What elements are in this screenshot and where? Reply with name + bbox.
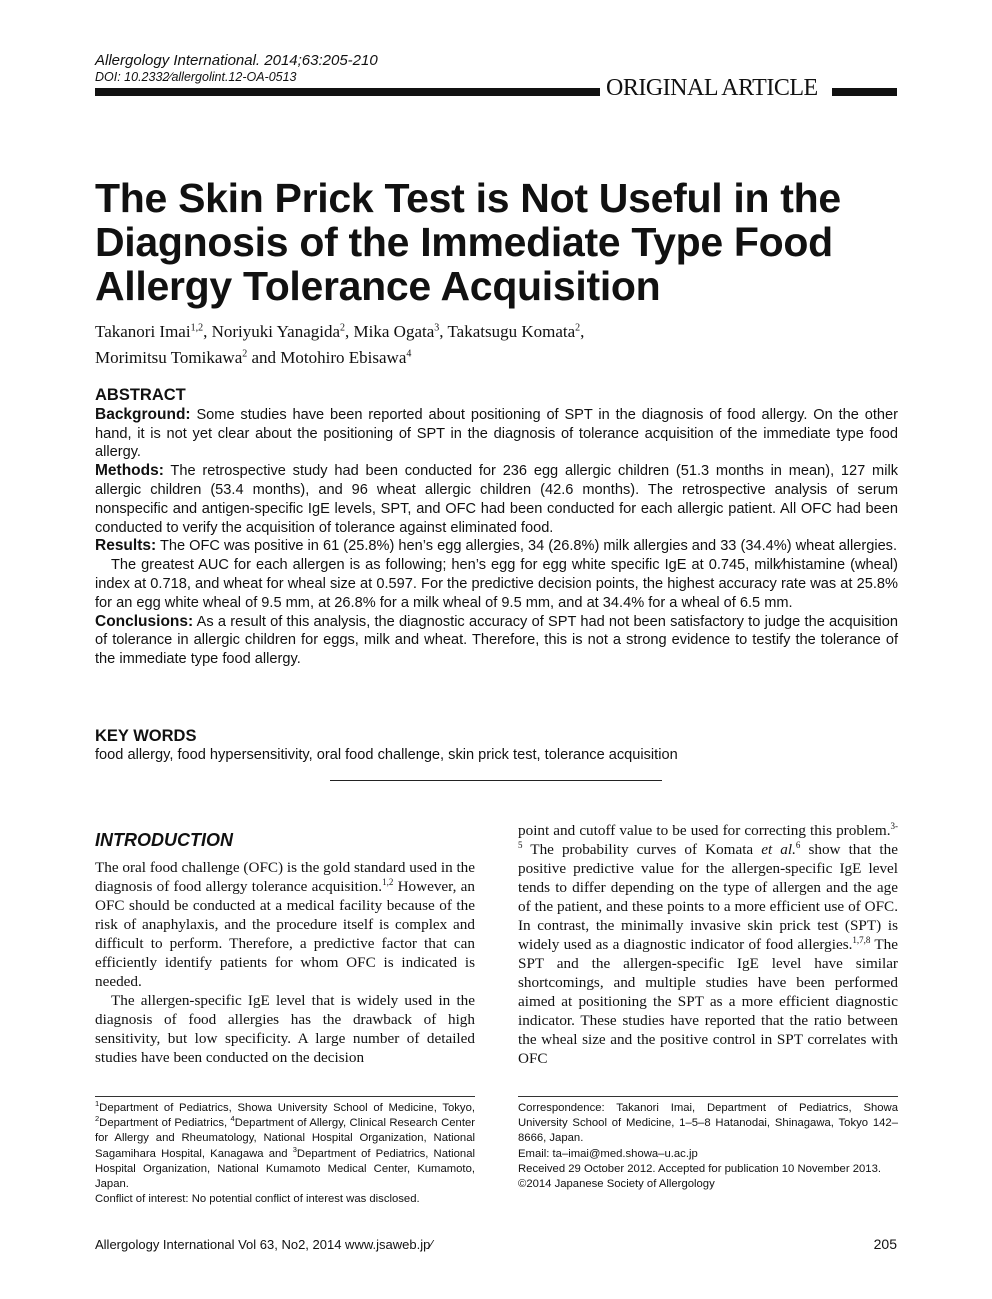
footer-citation: Allergology International Vol 63, No2, 2014 www.jsaweb.jp∕: [95, 1237, 433, 1252]
abstract-results: Results: The OFC was positive in 61 (25.8%) hen’s egg allergies, 34 (26.8%) milk allergies and 33 (34.4%) wheat allergies.: [95, 537, 898, 555]
author: Takanori Imai$^{1,2}$,: [95, 321, 212, 341]
affiliations: [95, 1101, 475, 1207]
abstract-heading: ABSTRACT: [95, 386, 186, 404]
citation-ref[interactable]: 1,7,8: [852, 934, 871, 945]
author: Morimitsu Tomikawa$^2$ and: [95, 348, 281, 368]
author: Motohiro Ebisawa$^4$: [280, 348, 412, 368]
received-date: Received 29 October 2012. Accepted for publication 10 November 2013.: [518, 1162, 881, 1175]
affiliation-text: $^1$Department of Pediatrics, Showa University School of Medicine, Tokyo, $^2$Department of Pediatrics, $^4$Department of Allergy, Clinical Research Center for Allergy and Rheumatology, National Hospital Organization, National Sagamihara Hospital, Kanagawa and $^3$Department of Pediatrics, National Hospital Organization, National Kumamoto Medical Center, Kumamoto, Japan.: [95, 1099, 475, 1191]
conflict-of-interest: Conflict of interest: No potential conflict of interest was disclosed.: [95, 1193, 420, 1206]
citation-ref[interactable]: 1,2: [382, 876, 394, 887]
abstract-background: Background: Some studies have been reported about positioning of SPT in the diagnosis of food allergy. On the other hand, it is not yet clear about the positioning of SPT in the diagnosis of tolerance acquisition of the immediate type food allergy.: [95, 405, 898, 461]
journal-citation: Allergology International. 2014;63:205-210: [95, 52, 378, 69]
introduction-heading: INTRODUCTION: [95, 830, 233, 850]
author: Mika Ogata$^3$,: [353, 321, 448, 341]
paper-title: The Skin Prick Test is Not Useful in the Diagnosis of the Immediate Type Food Allergy Tolerance Acquisition: [95, 175, 841, 309]
intro-paragraph-2: The allergen-specific IgE level that is widely used in the diagnosis of food allergies has the drawback of high sensitivity, but low specificity. A large number of detailed studies have been conducted on the decision: [95, 992, 475, 1066]
intro-paragraph-1: The oral food challenge (OFC) is the gold standard used in the diagnosis of food allergy tolerance acquisition.$^{1,2}$ However, an OFC should be conducted at a medical facility because of the risk of anaphylaxis, and the procedure itself is complex and difficult to perform. Therefore, a predictive factor that can efficiently identify patients for whom OFC is indicated is needed.: [95, 859, 476, 990]
article-type: ORIGINAL ARTICLE: [606, 75, 818, 101]
body-column-left: [95, 858, 475, 1067]
keywords-text: food allergy, food hypersensitivity, oral food challenge, skin prick test, tolerance acquisition: [95, 747, 678, 763]
abstract-conclusions: Conclusions: As a result of this analysis, the diagnostic accuracy of SPT had not been satisfactory to judge the acquisition of tolerance in allergic children for eggs, milk and wheat. Therefore, this is not a strong evidence to testify the tolerance of the immediate type food allergy.: [95, 612, 898, 668]
section-divider: [330, 780, 662, 781]
page-number: 205: [873, 1236, 897, 1252]
intro-paragraph-3: point and cutoff value to be used for correcting this problem.$^{3-5}$ The probability curves of Komata et al.$^6$ show that the positive predictive value for the allergen-specific IgE level tends to differ depending on the type of allergen and the age of the patient, and these points to a more efficient use of OFC. In contrast, the minimally invasive skin prick test (SPT) is widely used as a diagnostic indicator of food allergies.$^{1,7,8}$ The SPT and the allergen-specific IgE level have similar shortcomings, and multiple studies have been performed aimed at positioning the SPT as a more efficient diagnostic indicator. These studies have reported that the ratio between the wheal size and the positive control in SPT correlates with OFC: [518, 820, 898, 1067]
footnote-rule-right: [518, 1096, 898, 1097]
copyright: ©2014 Japanese Society of Allergology: [518, 1178, 715, 1191]
author: Noriyuki Yanagida$^2$,: [211, 321, 354, 341]
correspondence: Correspondence: Takanori Imai, Department of Pediatrics, Showa University School of Medicine, 1–5–8 Hatanodai, Shinagawa, Tokyo 142–8666, Japan.: [518, 1102, 898, 1145]
abstract: [95, 386, 898, 669]
citation-ref[interactable]: 3-5: [518, 820, 898, 850]
citation-ref[interactable]: 6: [795, 839, 801, 850]
doi[interactable]: DOI: 10.2332∕allergolint.12-OA-0513: [95, 70, 297, 84]
header-rule-left: [95, 88, 600, 96]
author-list: [95, 316, 895, 369]
author: Takatsugu Komata$^2$,: [447, 321, 585, 341]
body-column-right: [518, 821, 898, 1068]
abstract-methods: Methods: The retrospective study had been conducted for 236 egg allergic children (51.3 months in mean), 127 milk allergic children (53.4 months), and 96 wheat allergic children (42.6 months). The retrospective analysis of serum nonspecific and antigen-specific IgE levels, SPT, and OFC had been conducted for each allergic patient. All OFC had been conducted to verify the acquisition of tolerance against eliminated food.: [95, 462, 898, 536]
abstract-results-continued: The greatest AUC for each allergen is as following; hen’s egg for egg white specific IgE at 0.745, milk∕histamine (wheal) index at 0.718, and wheat for wheal size at 0.597. For the predictive decision points, the highest accuracy rate was at 25.8% for an egg white wheal of 9.5 mm, at 26.8% for a milk wheal of 9.5 mm, and at 34.4% for a wheal of 6.5 mm.: [95, 557, 898, 611]
keywords-heading: KEY WORDS: [95, 727, 197, 745]
email[interactable]: Email: ta–imai@med.showa–u.ac.jp: [518, 1147, 698, 1160]
header-rule-right: [832, 88, 897, 96]
correspondence-block: [518, 1101, 898, 1192]
footnote-rule-left: [95, 1096, 475, 1097]
